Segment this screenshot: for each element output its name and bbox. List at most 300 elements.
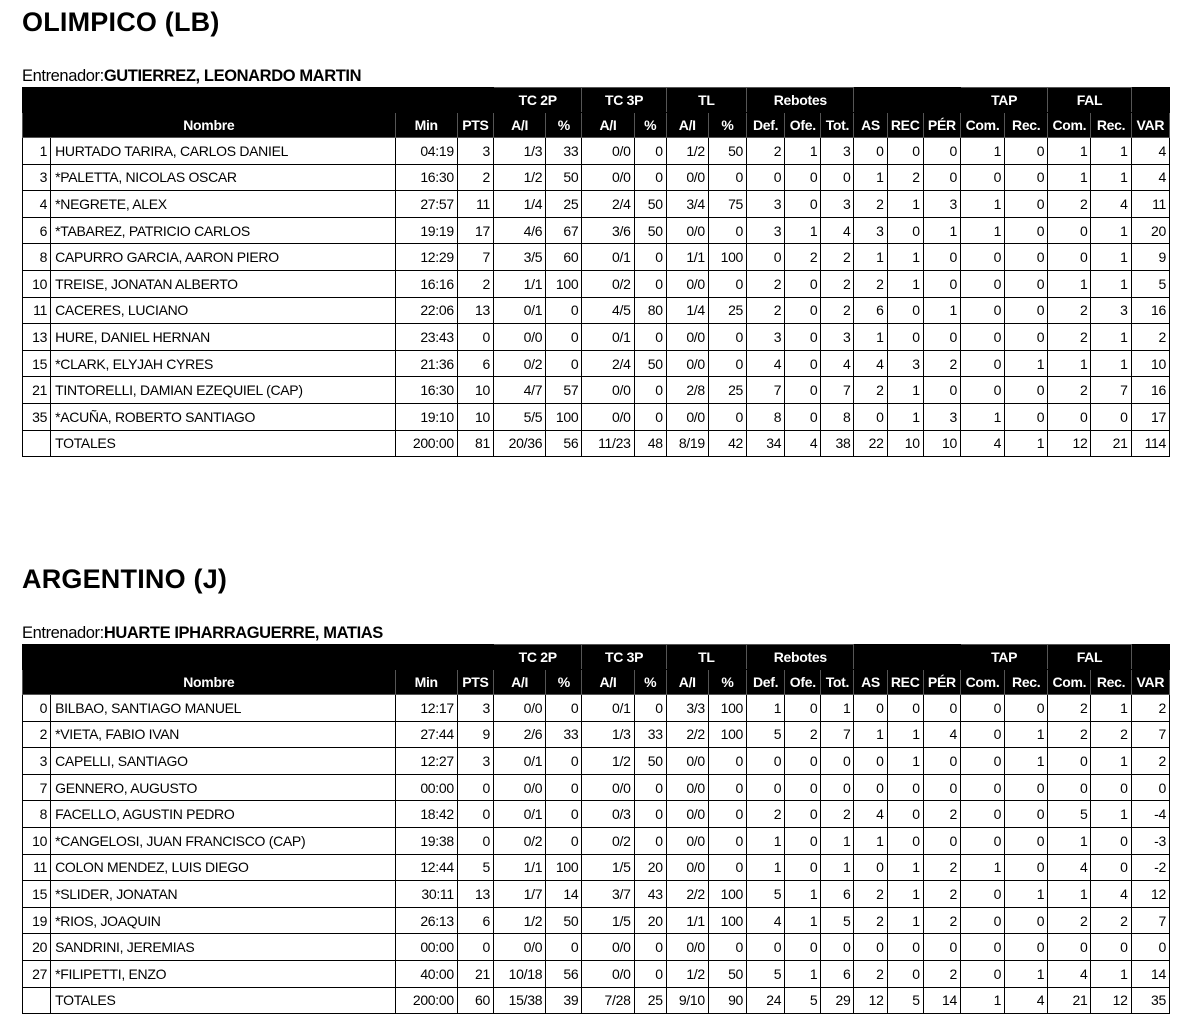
stat-cell: 0/0	[582, 138, 634, 165]
stat-cell: 0	[785, 748, 821, 775]
stat-cell: 1	[887, 244, 923, 271]
player-row	[23, 960, 1170, 987]
stat-cell: 0	[887, 827, 923, 854]
stat-cell: 2	[1131, 324, 1169, 351]
player-row	[23, 377, 1170, 404]
stat-cell: 0	[960, 774, 1004, 801]
column-header: A/I	[494, 670, 546, 695]
group-header-blank	[1131, 645, 1169, 670]
stat-cell: 0	[785, 350, 821, 377]
player-number: 4	[23, 191, 51, 218]
stat-cell: 18:42	[395, 801, 457, 828]
stat-cell: 1	[1048, 881, 1091, 908]
stat-cell: 20	[1131, 217, 1169, 244]
stat-cell: 4	[785, 430, 821, 457]
player-row	[23, 191, 1170, 218]
stat-cell: 0	[960, 960, 1004, 987]
stat-cell: 0	[960, 907, 1004, 934]
stat-cell: 0	[546, 934, 582, 961]
stat-cell: 100	[708, 907, 746, 934]
stat-cell: 12:44	[395, 854, 457, 881]
player-row	[23, 217, 1170, 244]
stat-cell: 20/36	[494, 430, 546, 457]
stat-cell: 0/0	[666, 217, 708, 244]
stat-cell: 1/1	[666, 907, 708, 934]
stat-cell: 1	[1091, 801, 1131, 828]
player-number: 15	[23, 881, 51, 908]
stat-cell: 8	[821, 403, 854, 430]
stat-cell: 0/0	[666, 403, 708, 430]
stat-cell: 0/0	[666, 350, 708, 377]
stat-cell: 1	[785, 960, 821, 987]
column-header: Nombre	[23, 113, 396, 138]
column-header: Min	[395, 670, 457, 695]
stat-cell: 3	[821, 138, 854, 165]
column-header-row	[23, 113, 1170, 138]
stat-cell: 1	[960, 217, 1004, 244]
group-header-blank	[854, 88, 960, 113]
column-header: VAR	[1131, 670, 1169, 695]
player-number: 13	[23, 324, 51, 351]
stat-cell: 2/4	[582, 350, 634, 377]
stat-cell: 34	[747, 430, 785, 457]
stat-cell: 0	[887, 934, 923, 961]
stat-cell: 114	[1131, 430, 1169, 457]
player-row	[23, 164, 1170, 191]
stat-cell: 0	[708, 827, 746, 854]
column-header: Def.	[747, 113, 785, 138]
stat-cell: 3	[457, 748, 493, 775]
stat-cell: 0/3	[582, 801, 634, 828]
stat-cell: 0	[854, 695, 887, 722]
stat-cell: 200:00	[395, 987, 457, 1014]
stat-cell: 4	[960, 430, 1004, 457]
stat-cell: 60	[546, 244, 582, 271]
stat-cell: 2	[854, 960, 887, 987]
stat-cell: 10	[887, 430, 923, 457]
player-name: *VIETA, FABIO IVAN	[51, 721, 395, 748]
stat-cell: 5	[1131, 270, 1169, 297]
stat-cell: 0	[634, 138, 666, 165]
stat-cell: 0	[708, 934, 746, 961]
stat-cell: 0/2	[494, 827, 546, 854]
stat-cell: 100	[708, 695, 746, 722]
stat-cell: 0	[785, 270, 821, 297]
stat-cell: 2	[1091, 721, 1131, 748]
stat-cell: 0	[708, 403, 746, 430]
stat-cell: 0	[1005, 907, 1048, 934]
stat-cell: 0	[821, 774, 854, 801]
stat-cell: 0	[546, 774, 582, 801]
stat-cell: 0	[634, 960, 666, 987]
stat-cell: 4	[1091, 881, 1131, 908]
stat-cell: 3/4	[666, 191, 708, 218]
stat-cell: 7	[1091, 377, 1131, 404]
stat-cell: 2/2	[666, 721, 708, 748]
stat-cell: 1	[1091, 270, 1131, 297]
stat-cell: 2	[821, 244, 854, 271]
player-name: *CANGELOSI, JUAN FRANCISCO (CAP)	[51, 827, 395, 854]
stat-cell: 33	[546, 138, 582, 165]
stat-cell: 9	[457, 721, 493, 748]
stat-cell: 5/5	[494, 403, 546, 430]
stat-cell: 0/0	[666, 854, 708, 881]
stat-cell: 0/1	[582, 695, 634, 722]
column-header: %	[546, 113, 582, 138]
stat-cell: 3	[887, 350, 923, 377]
stat-cell: -2	[1131, 854, 1169, 881]
stat-cell: 22	[854, 430, 887, 457]
stat-cell: 50	[634, 191, 666, 218]
stat-cell: 23:43	[395, 324, 457, 351]
stat-cell: 0	[923, 934, 960, 961]
player-number: 27	[23, 960, 51, 987]
stat-cell: 2	[1048, 907, 1091, 934]
stat-cell: 0	[634, 270, 666, 297]
stat-cell: 17	[1131, 403, 1169, 430]
stat-cell: 12	[1091, 987, 1131, 1014]
column-header: Def.	[747, 670, 785, 695]
player-number: 8	[23, 244, 51, 271]
player-number: 11	[23, 854, 51, 881]
stat-cell: 0/2	[582, 827, 634, 854]
player-number: 19	[23, 907, 51, 934]
column-header: Ofe.	[785, 113, 821, 138]
team-section-argentino	[22, 563, 1170, 1014]
stat-cell: 2	[923, 907, 960, 934]
stat-cell: 1	[887, 854, 923, 881]
player-name: COLON MENDEZ, LUIS DIEGO	[51, 854, 395, 881]
stat-cell: 2	[457, 270, 493, 297]
stat-cell: 1	[960, 854, 1004, 881]
stat-cell: 1	[887, 721, 923, 748]
column-header: AS	[854, 670, 887, 695]
stat-cell: 6	[854, 297, 887, 324]
stat-cell: 2	[1048, 297, 1091, 324]
column-header: A/I	[582, 670, 634, 695]
stat-cell: 0	[854, 138, 887, 165]
stat-cell: 0	[887, 297, 923, 324]
stat-cell: 2	[785, 721, 821, 748]
stat-cell: 1/4	[666, 297, 708, 324]
stat-cell: 0/1	[494, 801, 546, 828]
stat-cell: 0	[546, 324, 582, 351]
stat-cell: 6	[821, 881, 854, 908]
group-header-rebotes: Rebotes	[747, 645, 854, 670]
stat-cell: 0	[887, 217, 923, 244]
column-header: Nombre	[23, 670, 396, 695]
stat-cell: 0	[923, 138, 960, 165]
stat-cell: 81	[457, 430, 493, 457]
stat-cell: 11	[1131, 191, 1169, 218]
stat-cell: 1	[887, 748, 923, 775]
player-name: SANDRINI, JEREMIAS	[51, 934, 395, 961]
column-header: Min	[395, 113, 457, 138]
stat-cell: 2	[821, 297, 854, 324]
stat-cell: 1	[1091, 324, 1131, 351]
column-header: Rec.	[1091, 113, 1131, 138]
stat-cell: 200:00	[395, 430, 457, 457]
stat-cell: 19:19	[395, 217, 457, 244]
stat-cell: 0	[960, 827, 1004, 854]
player-row	[23, 934, 1170, 961]
stat-cell: 0	[887, 774, 923, 801]
stat-cell: 43	[634, 881, 666, 908]
stat-cell: 0	[960, 270, 1004, 297]
stat-cell: 4	[854, 801, 887, 828]
stat-cell: 3	[821, 324, 854, 351]
stat-cell: 1	[1005, 430, 1048, 457]
stat-cell: 0	[1005, 934, 1048, 961]
stat-cell: 0	[1091, 827, 1131, 854]
player-number: 15	[23, 350, 51, 377]
stat-cell: 2	[1048, 191, 1091, 218]
stat-cell: 0/0	[666, 774, 708, 801]
stat-cell: 0	[1005, 403, 1048, 430]
stat-cell: 0	[546, 695, 582, 722]
column-header: Rec.	[1005, 670, 1048, 695]
stat-cell: 0/0	[582, 403, 634, 430]
stat-cell: 0	[747, 244, 785, 271]
stat-cell: 0	[1005, 244, 1048, 271]
stat-cell: 0	[785, 774, 821, 801]
stat-cell: 0	[634, 244, 666, 271]
stat-cell: 14	[923, 987, 960, 1014]
stat-cell: 2	[923, 881, 960, 908]
player-name: TINTORELLI, DAMIAN EZEQUIEL (CAP)	[51, 377, 395, 404]
stat-cell: 13	[457, 881, 493, 908]
stat-cell: 25	[634, 987, 666, 1014]
stat-cell: 0	[708, 350, 746, 377]
stat-cell: 2	[1048, 721, 1091, 748]
stat-cell: 33	[546, 721, 582, 748]
player-number: 35	[23, 403, 51, 430]
stat-cell: 0	[634, 403, 666, 430]
column-header: Com.	[1048, 670, 1091, 695]
stat-cell: 1	[960, 138, 1004, 165]
stat-cell: 20	[634, 907, 666, 934]
stat-cell: 11/23	[582, 430, 634, 457]
player-name: *ACUÑA, ROBERTO SANTIAGO	[51, 403, 395, 430]
stat-cell: 1	[960, 987, 1004, 1014]
stat-cell: 9/10	[666, 987, 708, 1014]
stat-cell: 2	[747, 801, 785, 828]
stat-cell: 0	[747, 774, 785, 801]
stat-cell: 0/0	[494, 934, 546, 961]
column-header: Tot.	[821, 113, 854, 138]
column-header: AS	[854, 113, 887, 138]
stat-cell: 0	[457, 801, 493, 828]
stat-cell: 3/7	[582, 881, 634, 908]
stat-cell: 50	[634, 217, 666, 244]
stat-cell: 0	[546, 801, 582, 828]
stat-cell: 10/18	[494, 960, 546, 987]
stat-cell: 1	[747, 854, 785, 881]
stat-cell: 0	[854, 774, 887, 801]
stat-cell: 33	[634, 721, 666, 748]
stat-cell: 0	[1091, 774, 1131, 801]
column-header: Com.	[960, 670, 1004, 695]
stat-cell: 2	[821, 801, 854, 828]
stat-cell: 1/3	[494, 138, 546, 165]
group-header-row	[23, 645, 1170, 670]
stat-cell: 0/1	[582, 244, 634, 271]
stat-cell: 2/4	[582, 191, 634, 218]
column-header: Com.	[1048, 113, 1091, 138]
stat-cell: 5	[457, 854, 493, 881]
stat-cell: 3	[747, 191, 785, 218]
column-header: %	[634, 670, 666, 695]
stat-cell: 0	[634, 827, 666, 854]
stats-table	[22, 644, 1170, 1014]
stat-cell: 1	[1005, 881, 1048, 908]
stat-cell: 0	[1048, 403, 1091, 430]
stat-cell: 0	[1048, 934, 1091, 961]
player-row	[23, 270, 1170, 297]
stat-cell: 0/0	[666, 270, 708, 297]
stat-cell: 0/0	[666, 324, 708, 351]
player-number: 8	[23, 801, 51, 828]
group-header-blank	[1131, 88, 1169, 113]
stat-cell: 15/38	[494, 987, 546, 1014]
stat-cell: 1/2	[582, 748, 634, 775]
stat-cell: 29	[821, 987, 854, 1014]
stat-cell: 100	[708, 721, 746, 748]
stat-cell: 0	[960, 244, 1004, 271]
group-header-tap: TAP	[960, 645, 1047, 670]
stat-cell: 1	[960, 191, 1004, 218]
stat-cell: 1	[1048, 164, 1091, 191]
stat-cell: 30:11	[395, 881, 457, 908]
stat-cell: 27:44	[395, 721, 457, 748]
stat-cell: 21	[457, 960, 493, 987]
stat-cell: 0	[708, 774, 746, 801]
stat-cell: 1	[1005, 960, 1048, 987]
stat-cell: 0	[634, 324, 666, 351]
stat-cell: 2	[923, 350, 960, 377]
player-name: HURE, DANIEL HERNAN	[51, 324, 395, 351]
stat-cell: 0	[887, 960, 923, 987]
stat-cell: 0	[1005, 270, 1048, 297]
stat-cell: 0/0	[494, 695, 546, 722]
stat-cell: 4	[821, 217, 854, 244]
stat-cell: 0	[546, 350, 582, 377]
stat-cell: 0	[1005, 801, 1048, 828]
stat-cell: 0/2	[582, 270, 634, 297]
column-header: PÉR	[923, 670, 960, 695]
stat-cell: 0	[1005, 138, 1048, 165]
coach-name: GUTIERREZ, LEONARDO MARTIN	[103, 67, 362, 85]
stat-cell: 0	[1005, 827, 1048, 854]
stat-cell: 24	[747, 987, 785, 1014]
player-name: TREISE, JONATAN ALBERTO	[51, 270, 395, 297]
stat-cell: 7	[1131, 907, 1169, 934]
stat-cell: 1/1	[494, 854, 546, 881]
stat-cell: 2/6	[494, 721, 546, 748]
stat-cell: 1	[785, 138, 821, 165]
column-header: Ofe.	[785, 670, 821, 695]
stat-cell: 0	[546, 748, 582, 775]
stat-cell: 0	[1048, 244, 1091, 271]
stat-cell: 0/0	[494, 774, 546, 801]
stat-cell: 0	[1091, 403, 1131, 430]
stat-cell: 0	[923, 324, 960, 351]
stat-cell: 12:27	[395, 748, 457, 775]
stat-cell: 1/5	[582, 907, 634, 934]
stat-cell: -4	[1131, 801, 1169, 828]
player-row	[23, 350, 1170, 377]
team-title: OLIMPICO (LB)	[22, 7, 220, 37]
player-number: 6	[23, 217, 51, 244]
stat-cell: 0	[1048, 748, 1091, 775]
stat-cell: -3	[1131, 827, 1169, 854]
stat-cell: 2	[1048, 324, 1091, 351]
player-name: CAPURRO GARCIA, AARON PIERO	[51, 244, 395, 271]
stat-cell: 0	[785, 695, 821, 722]
stat-cell: 0	[821, 748, 854, 775]
stat-cell: 90	[708, 987, 746, 1014]
stat-cell: 2	[854, 881, 887, 908]
stat-cell: 3	[747, 324, 785, 351]
player-row	[23, 138, 1170, 165]
player-number: 1	[23, 138, 51, 165]
stat-cell: 0	[1005, 191, 1048, 218]
stat-cell: 1	[821, 854, 854, 881]
stat-cell: 2	[887, 164, 923, 191]
column-header: Com.	[960, 113, 1004, 138]
group-header-blank	[23, 88, 494, 113]
stat-cell: 0/0	[582, 960, 634, 987]
stat-cell: 3	[923, 403, 960, 430]
stat-cell: 0	[854, 748, 887, 775]
totals-row	[23, 987, 1170, 1014]
stat-cell: 21	[1091, 430, 1131, 457]
stat-cell: 0	[960, 881, 1004, 908]
stat-cell: 2	[923, 960, 960, 987]
stat-cell: 50	[546, 164, 582, 191]
stat-cell: 1	[887, 881, 923, 908]
player-row	[23, 695, 1170, 722]
stat-cell: 39	[546, 987, 582, 1014]
stat-cell: 2	[747, 270, 785, 297]
stat-cell: 2	[923, 801, 960, 828]
stat-cell: 0	[1005, 297, 1048, 324]
player-name: *TABAREZ, PATRICIO CARLOS	[51, 217, 395, 244]
player-number: 20	[23, 934, 51, 961]
stat-cell: 67	[546, 217, 582, 244]
player-name: *RIOS, JOAQUIN	[51, 907, 395, 934]
stat-cell: 10	[1131, 350, 1169, 377]
stat-cell: 0/0	[582, 377, 634, 404]
player-row	[23, 881, 1170, 908]
group-header-fal: FAL	[1048, 645, 1131, 670]
stat-cell: 100	[708, 881, 746, 908]
stat-cell: 6	[457, 907, 493, 934]
stat-cell: 0/0	[582, 164, 634, 191]
stat-cell: 12:29	[395, 244, 457, 271]
stat-cell: 1	[1091, 244, 1131, 271]
stat-cell: 12	[1048, 430, 1091, 457]
stat-cell: 1	[1048, 270, 1091, 297]
stat-cell: 1	[887, 907, 923, 934]
stat-cell: 0	[960, 377, 1004, 404]
group-header-fal: FAL	[1048, 88, 1131, 113]
stat-cell: 2	[923, 854, 960, 881]
stat-cell: 0/0	[666, 748, 708, 775]
stat-cell: 4	[923, 721, 960, 748]
stat-cell: 0	[1048, 217, 1091, 244]
stat-cell: 0	[708, 748, 746, 775]
